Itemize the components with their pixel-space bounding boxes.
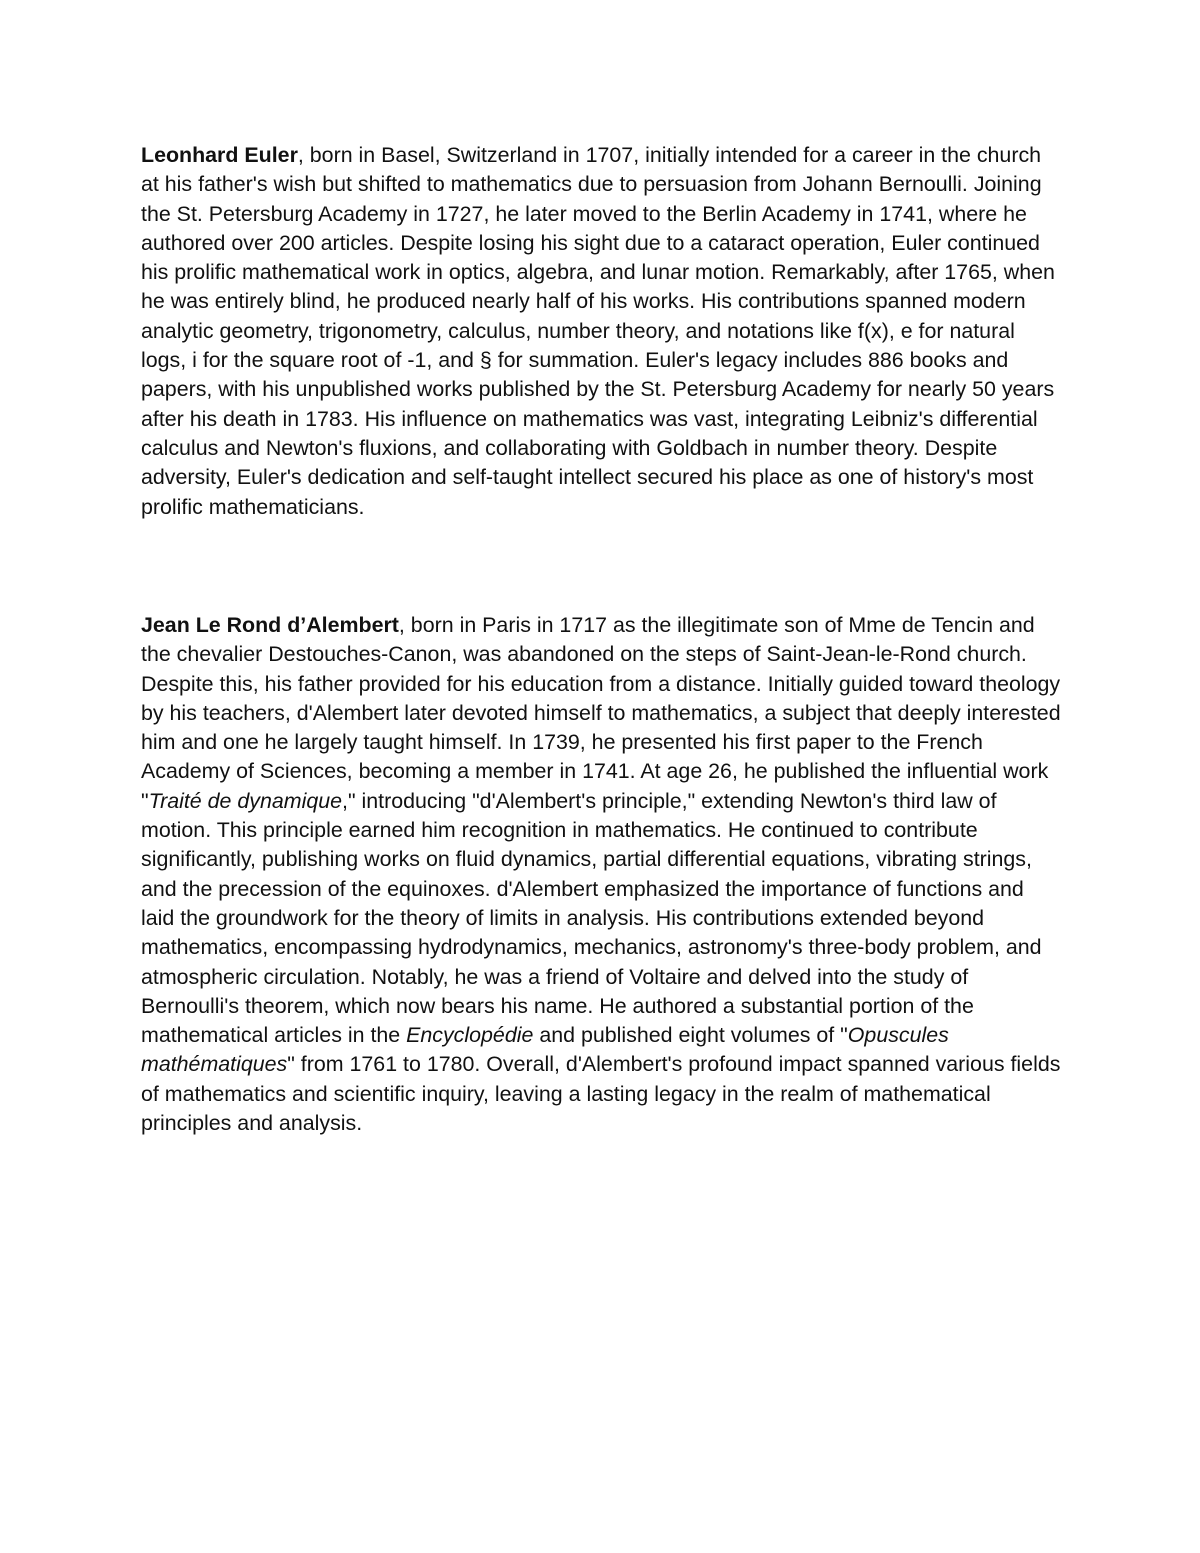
dalembert-text-3: and published eight volumes of " xyxy=(533,1023,848,1048)
euler-name: Leonhard Euler xyxy=(141,143,298,167)
euler-text: , born in Basel, Switzerland in 1707, initially intended for a career in the church at his father's wish but shifted to mathematics due to persuasion from Johann Bernoulli. Joining the St. Petersburg Academy in 1727, he later moved to the Berlin Academy in 1741, where he authored over 200 articles. Despite losing his sight due to a cataract operation, Euler continued his prolific mathematical work in optics, algebra, and lunar motion. Remarkably, after 1765, when he was entirely blind, he produced nearly half of his works. His contributions spanned modern analytic geometry, trigonometry, calculus, number theory, and notations like f(x), e for natural logs, i for the square root of -1, and § for summation. Euler's legacy includes 886 books and papers, with his unpublished works published by the St. Petersburg Academy for nearly 50 years after his death in 1783. His influence on mathematics was vast, integrating Leibniz's differential calculus and Newton's fluxions, and collaborating with Goldbach in number theory. Despite adversity, Euler's dedication and self-taught intellect secured his place as one of history's most prolific mathematicians. xyxy=(141,143,1055,519)
dalembert-work-opuscules: Opuscules mathématiques xyxy=(141,1023,949,1077)
dalembert-text-2: ," introducing "d'Alembert's principle," extending Newton's third law of motion. This principle earned him recognition in mathematics. He continued to contribute significantly, publishing works on fluid dynamics, partial differential equations, vibrating strings, and the precession of the equinoxes. d'Alembert emphasized the importance of functions and laid the groundwork for the theory of limits in analysis. His contributions extended beyond mathematics, encompassing hydrodynamics, mechanics, astronomy's three-body problem, and atmospheric circulation. Notably, he was a friend of Voltaire and delved into the study of Bernoulli's theorem, which now bears his name. He authored a substantial portion of the mathematical articles in the xyxy=(141,788,1042,1048)
euler-paragraph xyxy=(141,141,1061,522)
dalembert-work-traite: Traité de dynamique xyxy=(148,788,343,813)
dalembert-name: Jean Le Rond d’Alembert xyxy=(141,613,399,637)
dalembert-text-4: " from 1761 to 1780. Overall, d'Alembert's profound impact spanned various fields of mathematics and scientific inquiry, leaving a lasting legacy in the realm of mathematical principles and analysis. xyxy=(141,1052,1061,1136)
dalembert-work-encyclopedie: Encyclopédie xyxy=(406,1023,534,1048)
dalembert-paragraph xyxy=(141,611,1061,1138)
dalembert-text-1: , born in Paris in 1717 as the illegitimate son of Mme de Tencin and the chevalier Destouches-Canon, was abandoned on the steps of Saint-Jean-le-Rond church. Despite this, his father provided for his education from a distance. Initially guided toward theology by his teachers, d'Alembert later devoted himself to mathematics, a subject that deeply interested him and one he largely taught himself. In 1739, he presented his first paper to the French Academy of Sciences, becoming a member in 1741. At age 26, he published the influential work " xyxy=(141,613,1061,813)
